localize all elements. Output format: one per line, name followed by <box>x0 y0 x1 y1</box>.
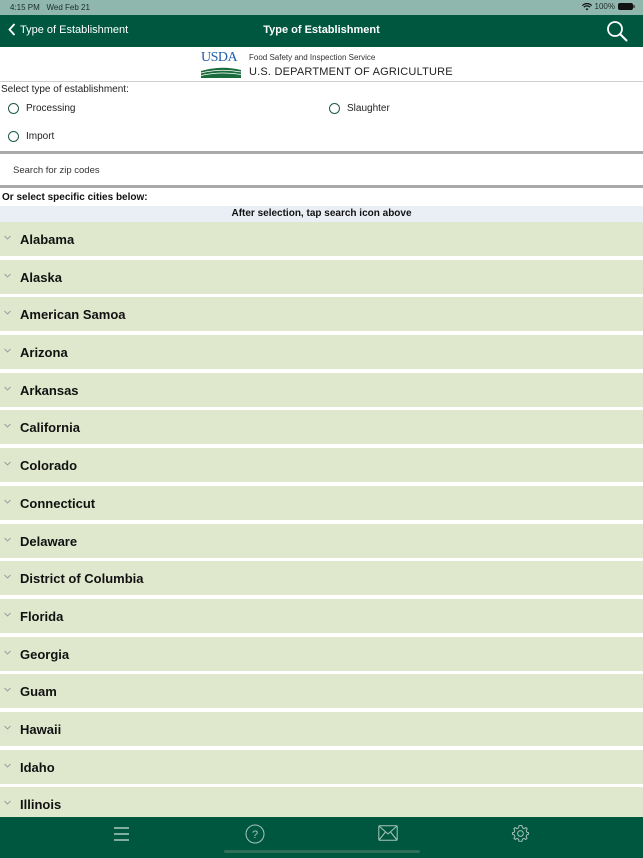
back-label: Type of Establishment <box>20 23 129 36</box>
chevron-down-icon <box>4 498 11 505</box>
chevron-down-icon <box>4 347 11 354</box>
cities-label: Or select specific cities below: <box>2 192 148 203</box>
state-name: California <box>20 420 80 436</box>
menu-icon <box>113 826 130 842</box>
zip-search-input[interactable] <box>0 155 643 186</box>
state-name: Alaska <box>20 269 62 285</box>
state-row[interactable] <box>0 373 643 411</box>
chevron-down-icon <box>4 724 11 731</box>
tab-bar <box>0 817 643 858</box>
state-row[interactable] <box>0 561 643 599</box>
selection-hint: After selection, tap search icon above <box>0 206 643 222</box>
state-name: Georgia <box>20 646 70 662</box>
usda-banner <box>0 47 643 82</box>
radio-import[interactable] <box>8 131 54 142</box>
state-name: Colorado <box>20 458 78 474</box>
wifi-icon <box>582 3 592 11</box>
state-name: Arizona <box>20 345 68 361</box>
state-row[interactable] <box>0 599 643 637</box>
help-icon <box>245 824 265 844</box>
chevron-down-icon <box>4 422 11 429</box>
state-row[interactable] <box>0 712 643 750</box>
chevron-down-icon <box>4 234 11 241</box>
svg-text:?: ? <box>251 829 259 841</box>
radio-circle-icon <box>329 103 340 114</box>
state-list[interactable] <box>0 222 643 817</box>
home-indicator <box>224 850 420 853</box>
state-name: Delaware <box>20 533 78 549</box>
state-name: Illinois <box>20 797 62 813</box>
battery-percent: 100% <box>594 2 615 11</box>
tab-help[interactable] <box>245 824 265 849</box>
divider <box>0 151 643 154</box>
state-row[interactable] <box>0 297 643 335</box>
radio-label: Import <box>26 131 55 142</box>
tab-mail[interactable] <box>378 825 398 846</box>
state-name: Hawaii <box>20 721 62 737</box>
chevron-down-icon <box>4 385 11 392</box>
search-icon <box>606 20 628 42</box>
radio-circle-icon <box>8 131 19 142</box>
state-name: Arkansas <box>20 382 79 398</box>
page-title: Type of Establishment <box>263 24 380 36</box>
chevron-down-icon <box>4 573 11 580</box>
state-name: District of Columbia <box>20 571 144 587</box>
chevron-down-icon <box>4 686 11 693</box>
state-name: Florida <box>20 608 64 624</box>
state-row[interactable] <box>0 787 643 817</box>
chevron-down-icon <box>4 649 11 656</box>
state-row[interactable] <box>0 674 643 712</box>
divider <box>0 185 643 188</box>
chevron-down-icon <box>4 762 11 769</box>
chevron-down-icon <box>4 536 11 543</box>
state-name: American Samoa <box>20 307 126 323</box>
nav-bar <box>0 15 643 47</box>
gear-icon <box>511 824 530 843</box>
radio-circle-icon <box>8 103 19 114</box>
state-row[interactable] <box>0 335 643 373</box>
state-row[interactable] <box>0 260 643 298</box>
state-name: Guam <box>20 684 57 700</box>
zip-search-field[interactable] <box>0 155 643 186</box>
chevron-down-icon <box>4 272 11 279</box>
usda-logo-icon <box>201 67 241 78</box>
state-name: Alabama <box>20 232 75 247</box>
battery-icon <box>618 3 633 10</box>
usda-logo-text: USDA <box>201 50 238 65</box>
chevron-down-icon <box>4 799 11 806</box>
radio-label: Slaughter <box>347 103 390 114</box>
state-name: Connecticut <box>20 495 96 511</box>
status-bar <box>0 0 643 15</box>
state-row[interactable] <box>0 524 643 562</box>
chevron-down-icon <box>4 309 11 316</box>
agency-name: Food Safety and Inspection Service <box>249 53 376 62</box>
department-name: U.S. DEPARTMENT OF AGRICULTURE <box>249 66 453 78</box>
radio-slaughter[interactable] <box>329 103 390 114</box>
state-row[interactable] <box>0 448 643 486</box>
tab-menu[interactable] <box>113 826 130 847</box>
state-name: Idaho <box>20 759 55 775</box>
tab-settings[interactable] <box>511 824 530 848</box>
chevron-down-icon <box>4 611 11 618</box>
state-row[interactable] <box>0 637 643 675</box>
radio-label: Processing <box>26 103 76 114</box>
state-row[interactable] <box>0 486 643 524</box>
chevron-down-icon <box>4 460 11 467</box>
mail-icon <box>378 825 398 841</box>
state-row[interactable] <box>0 410 643 448</box>
status-time: 4:15 PM Wed Feb 21 <box>10 3 90 12</box>
state-row[interactable] <box>0 222 643 260</box>
radio-processing[interactable] <box>8 103 75 114</box>
status-right <box>582 2 633 11</box>
state-row[interactable] <box>0 750 643 788</box>
establishment-label: Select type of establishment: <box>1 84 129 95</box>
search-button[interactable] <box>606 20 628 47</box>
